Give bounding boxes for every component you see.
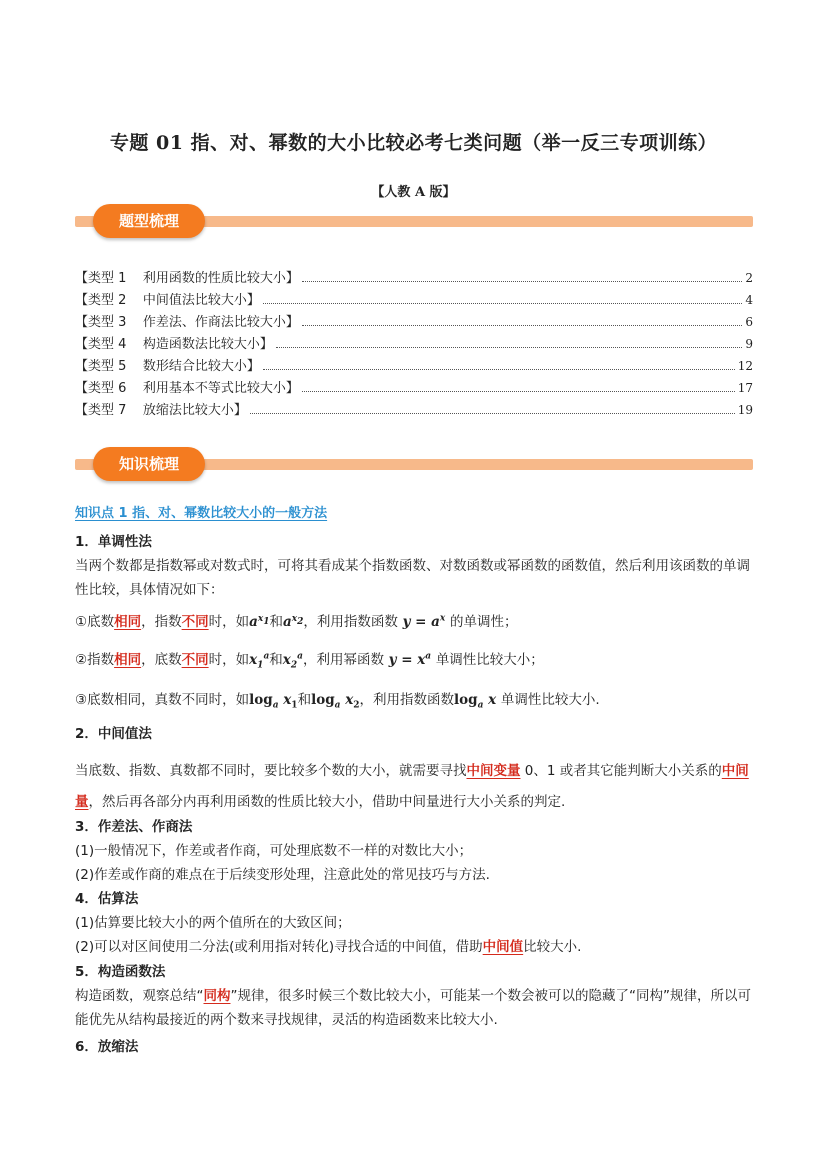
text-run: (2)可以对区间使用二分法(或利用指对转化)寻找合适的中间值，借助 — [75, 939, 483, 955]
text-run: 和 — [269, 614, 283, 630]
math-expression: $a^{x_2}$ — [283, 613, 304, 630]
section-monotonic — [75, 530, 755, 602]
highlight-term: 相同 — [114, 652, 142, 668]
text-run: ，然后再各部分内再利用函数的性质比较大小，借助中间量进行大小关系的判定. — [88, 794, 566, 810]
text-run: ”规律，很多时候三个数比较大小，可能某一个数会被可以的隐藏了“同构”规律，所以可能优先从结构最接近的两个数来寻找规律，灵活的构造函数来比较大小. — [75, 988, 751, 1028]
toc-item-7[interactable] — [75, 399, 753, 421]
text-run: ②指数 — [75, 652, 115, 668]
toc-label: 【类型 5 数形结合比较大小】 — [75, 359, 260, 374]
toc-page: 2 — [745, 271, 753, 285]
toc-page: 9 — [745, 337, 753, 351]
section-scaling — [75, 1035, 755, 1059]
text-run: ①底数 — [75, 614, 115, 630]
toc-label: 【类型 4 构造函数法比较大小】 — [75, 337, 273, 352]
toc-page: 4 — [745, 293, 753, 307]
paragraph: (1)一般情况下，作差或者作商，可处理底数不一样的对数比大小； — [75, 843, 473, 859]
text-run: 构造函数，观察总结“ — [75, 988, 204, 1004]
rule-line-1 — [75, 610, 755, 634]
text-run: 当底数、指数、真数都不同时，要比较多个数的大小，就需要寻找 — [75, 763, 467, 779]
page-title: 专题 01 指、对、幂数的大小比较必考七类问题（举一反三专项训练） — [109, 132, 718, 154]
text-run: ，底数 — [141, 652, 182, 668]
text-run: ③底数相同，真数不同时，如 — [75, 692, 250, 708]
section-difference-quotient — [75, 815, 755, 887]
toc-item-1[interactable] — [75, 267, 753, 289]
toc-item-2[interactable] — [75, 289, 753, 311]
highlight-term: 中间变量 — [466, 763, 521, 779]
rule-line-2 — [75, 648, 755, 672]
text-run: 单调性比较大小. — [500, 692, 600, 708]
toc-leader — [302, 377, 735, 392]
toc-item-4[interactable] — [75, 333, 753, 355]
toc-leader — [250, 399, 735, 414]
section-heading: 3．作差法、作商法 — [75, 819, 193, 835]
toc-leader — [263, 289, 742, 304]
toc-item-5[interactable] — [75, 355, 753, 377]
toc-label: 【类型 3 作差法、作商法比较大小】 — [75, 315, 299, 330]
topic-review-banner — [75, 204, 753, 240]
knowledge-review-banner — [75, 447, 753, 483]
toc-label: 【类型 7 放缩法比较大小】 — [75, 403, 247, 418]
highlight-term: 不同 — [181, 614, 209, 630]
section-intermediate-text — [75, 756, 755, 818]
math-expression: $y = x^a$ — [383, 651, 432, 668]
math-expression: $\log_a x_2$ — [311, 692, 360, 711]
section-construct-function — [75, 960, 755, 1032]
toc-leader — [276, 333, 742, 348]
section-heading: 2．中间值法 — [75, 726, 152, 742]
math-expression: $a^{x_1}$ — [249, 613, 270, 630]
section-heading: 1．单调性法 — [75, 534, 152, 550]
toc-label: 【类型 2 中间值法比较大小】 — [75, 293, 260, 308]
text-run: 比较大小. — [523, 939, 582, 955]
text-run: 单调性比较大小； — [435, 652, 544, 668]
highlight-term: 相同 — [114, 614, 142, 630]
section-intro: 当两个数都是指数幂或对数式时，可将其看成某个指数函数、对数函数或幂函数的函数值，然后利用该函数的单调性比较，具体情况如下： — [75, 558, 750, 598]
section-estimation — [75, 887, 755, 959]
text-run: ，指数 — [141, 614, 182, 630]
banner-tag: 知识梳理 — [93, 447, 205, 481]
toc-page: 12 — [737, 359, 753, 373]
paragraph: (2)作差或作商的难点在于后续变形处理，注意此处的常见技巧与方法. — [75, 867, 490, 883]
text-run: 时，如 — [208, 614, 250, 630]
section-heading: 4．估算法 — [75, 891, 139, 907]
text-run: 和 — [297, 692, 312, 708]
toc-item-3[interactable] — [75, 311, 753, 333]
table-of-contents — [75, 267, 753, 421]
toc-page: 19 — [737, 403, 753, 417]
toc-label: 【类型 6 利用基本不等式比较大小】 — [75, 381, 299, 396]
section-intermediate-value — [75, 722, 755, 746]
math-expression: $y = a^x$ — [397, 613, 446, 630]
text-run: 时，如 — [208, 652, 250, 668]
knowledge-point-title: 知识点 1 指、对、幂数比较大小的一般方法 — [75, 506, 328, 521]
text-run: ，利用指数函数 — [359, 692, 455, 708]
highlight-term: 中间量 — [75, 763, 749, 810]
text-run: 0、1 或者其它能判断大小关系的 — [520, 763, 722, 779]
highlight-term: 中间值 — [482, 939, 524, 955]
toc-label: 【类型 1 利用函数的性质比较大小】 — [75, 271, 299, 286]
math-expression: $x_2^a$ — [282, 651, 303, 671]
edition-label: 【人教 A 版】 — [371, 185, 456, 200]
toc-leader — [302, 267, 742, 282]
paragraph — [75, 984, 755, 1032]
highlight-term: 同构 — [203, 988, 231, 1004]
text-run: ，利用幂函数 — [302, 652, 384, 668]
paragraph — [75, 935, 755, 959]
text-run: 和 — [269, 652, 283, 668]
math-expression: $\log_a x_1$ — [249, 692, 298, 711]
text-run: ，利用指数函数 — [303, 614, 398, 630]
toc-item-6[interactable] — [75, 377, 753, 399]
highlight-term: 不同 — [181, 652, 209, 668]
text-run: 的单调性； — [449, 614, 518, 630]
paragraph: (1)估算要比较大小的两个值所在的大致区间； — [75, 915, 351, 931]
rule-line-3 — [75, 688, 755, 712]
banner-tag: 题型梳理 — [93, 204, 205, 238]
section-heading: 6．放缩法 — [75, 1039, 139, 1055]
toc-page: 6 — [745, 315, 753, 329]
math-expression: $x_1^a$ — [249, 651, 270, 671]
section-heading: 5．构造函数法 — [75, 964, 166, 980]
toc-leader — [263, 355, 735, 370]
toc-page: 17 — [737, 381, 753, 395]
math-expression: $\log_a x$ — [454, 692, 497, 711]
toc-leader — [302, 311, 742, 326]
